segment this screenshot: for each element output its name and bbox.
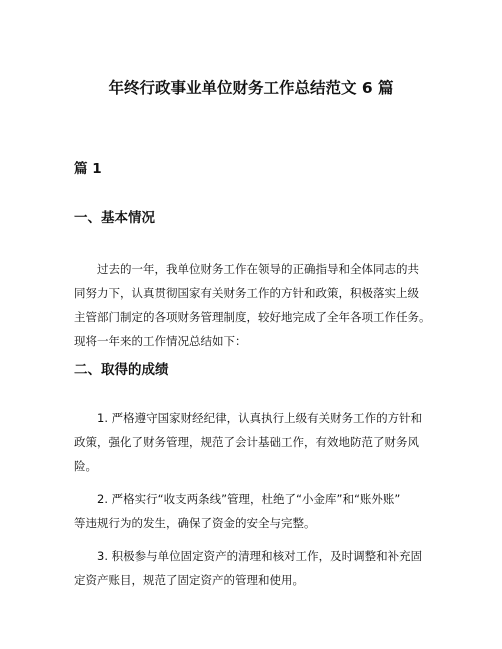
list-item-line: 2. 严格实行“收支两条线”管理，杜绝了“小金库”和“账外账” bbox=[97, 492, 401, 506]
paragraph-line: 现将一年来的工作情况总结如下： bbox=[74, 334, 247, 348]
list-item-line: 1. 严格遵守国家财经纪律，认真执行上级有关财务工作的方针和 bbox=[97, 411, 423, 425]
part-heading: 篇 1 bbox=[74, 161, 102, 177]
list-item-line: 政策，强化了财务管理，规范了会计基础工作，有效地防范了财务风 bbox=[74, 435, 419, 449]
document-title: 年终行政事业单位财务工作总结范文 6 篇 bbox=[108, 79, 394, 97]
section-heading-basic-situation: 一、基本情况 bbox=[74, 210, 155, 226]
list-item-line: 等违规行为的发生，确保了资金的安全与完整。 bbox=[74, 516, 316, 530]
section-heading-achievements: 二、取得的成绩 bbox=[74, 362, 169, 378]
paragraph-line: 同努力下，认真贯彻国家有关财务工作的方针和政策，积极落实上级 bbox=[74, 286, 419, 300]
list-item-line: 3. 积极参与单位固定资产的清理和核对工作，及时调整和补充固 bbox=[97, 549, 423, 563]
paragraph-line: 主管部门制定的各项财务管理制度，较好地完成了全年各项工作任务。 bbox=[74, 310, 431, 324]
paragraph-line: 过去的一年，我单位财务工作在领导的正确指导和全体同志的共 bbox=[97, 262, 419, 276]
list-item-line: 险。 bbox=[74, 459, 97, 473]
list-item-line: 定资产账目，规范了固定资产的管理和使用。 bbox=[74, 573, 304, 587]
